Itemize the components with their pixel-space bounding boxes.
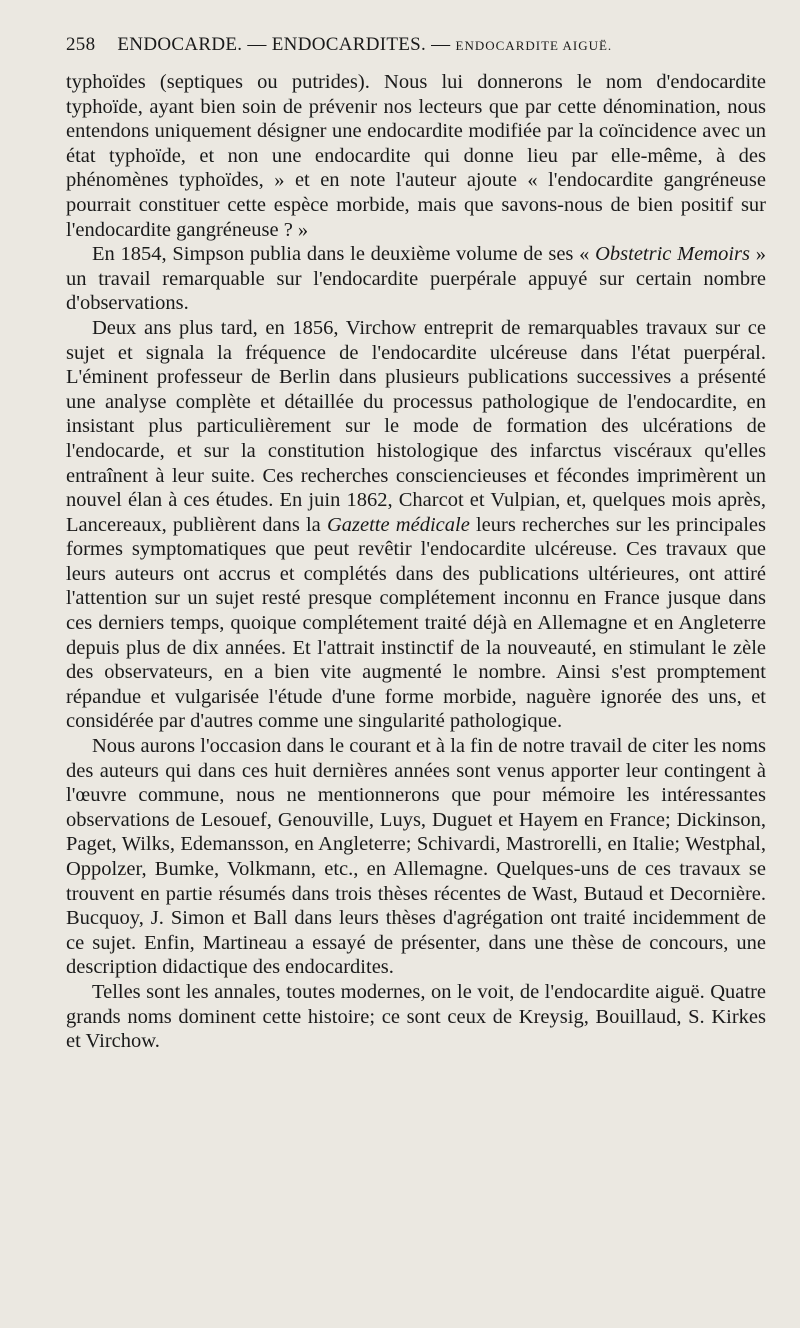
header-dash: — (431, 34, 451, 55)
header-title-right: ENDOCARDITE AIGUË. (455, 38, 613, 53)
paragraph: typhoïdes (septiques ou putrides). Nous lui donnerons le nom d'endocardite typhoïde, ayant bien soin de prévenir nos lecteurs que par cette dénomination, nous entendons uniquement désigner une endocardite modifiée par la coïncidence avec un état typhoïde, et non une endocardite qui donne lieu par elle-même, à des phénomènes typhoïdes, » et en note l'auteur ajoute « l'endocardite gangréneuse pourrait constituer cette espèce morbide, mais que savons-nous de bien positif sur l'endocardite gangréneuse ? » (66, 71, 766, 241)
header-dash: — (247, 34, 267, 55)
paragraph: Nous aurons l'occasion dans le courant et à la fin de notre travail de citer les noms des auteurs qui dans ces huit dernières années sont venus apporter leur contingent à l'œuvre commune, nous ne mentionnerons que pour mémoire les intéressantes observations de Lesouef, Genouville, Luys, Duguet et Hayem en France; Dickinson, Paget, Wilks, Edemansson, en Angleterre; Schivardi, Mastrorelli, en Italie; Westphal, Oppolzer, Bumke, Volkmann, etc., en Allemagne. Quelques-uns de ces travaux se trouvent en partie résumés dans trois thèses récentes de Wast, Butaud et Decornière. Bucquoy, J. Simon et Ball dans leurs thèses d'agrégation ont traité incidemment de ce sujet. Enfin, Martineau a essayé de présenter, dans une thèse de concours, une description didactique des endocardites. (66, 735, 766, 979)
paragraph: Telles sont les annales, toutes modernes, on le voit, de l'endocardite aiguë. Quatre grands noms dominent cette histoire; ce sont ceux de Kreysig, Bouillaud, S. Kirkes et Virchow. (66, 980, 766, 1053)
running-header (66, 34, 766, 70)
header-title-left: ENDOCARDE. (117, 34, 243, 55)
italic-title: Obstetric Memoirs (595, 243, 751, 266)
italic-title: Gazette médicale (326, 513, 470, 536)
paragraph: En 1854, Simpson publia dans le deuxième volume de ses « Obstetric Memoirs » un travail remarquable sur l'endocardite puerpérale appuyé sur certain nombre d'observations. (66, 243, 766, 315)
body-text (66, 70, 766, 1054)
paragraph: Deux ans plus tard, en 1856, Virchow entreprit de remarquables travaux sur ce sujet et signala la fréquence de l'endocardite ulcéreuse dans l'état puerpéral. L'éminent professeur de Berlin dans plusieurs publications successives a présenté une analyse complète et détaillée du processus pathologique de l'endocardite, en insistant plus particulièrement sur le mode de formation des ulcérations de l'endocarde, et sur la constitution histologique des infarctus viscéraux qu'elles entraînent à leur suite. Ces recherches consciencieuses et fécondes imprimèrent un nouvel élan à ces études. En juin 1862, Charcot et Vulpian, et, quelques mois après, Lancereaux, publièrent dans la Gazette médicale leurs recherches sur les principales formes symptomatiques que peut revêtir l'endocardite ulcéreuse. Ces travaux que leurs auteurs ont accrus et complétés dans des publications ultérieures, ont attiré l'attention sur un sujet resté presque complétement inconnu en France jusque dans ces derniers temps, quoique complétement traité déjà en Allemagne et en Angleterre depuis plus de dix années. Et l'attrait instinctif de la nouveauté, en stimulant le zèle des observateurs, en a bien vite augmenté le nombre. Ainsi s'est promptement répandue et vulgarisée l'étude d'une forme morbide, naguère ignorée des uns, et considérée par d'autres comme une singularité pathologique. (66, 316, 766, 733)
header-title-center: ENDOCARDITES. (271, 34, 427, 55)
page-number: 258 (66, 34, 96, 55)
